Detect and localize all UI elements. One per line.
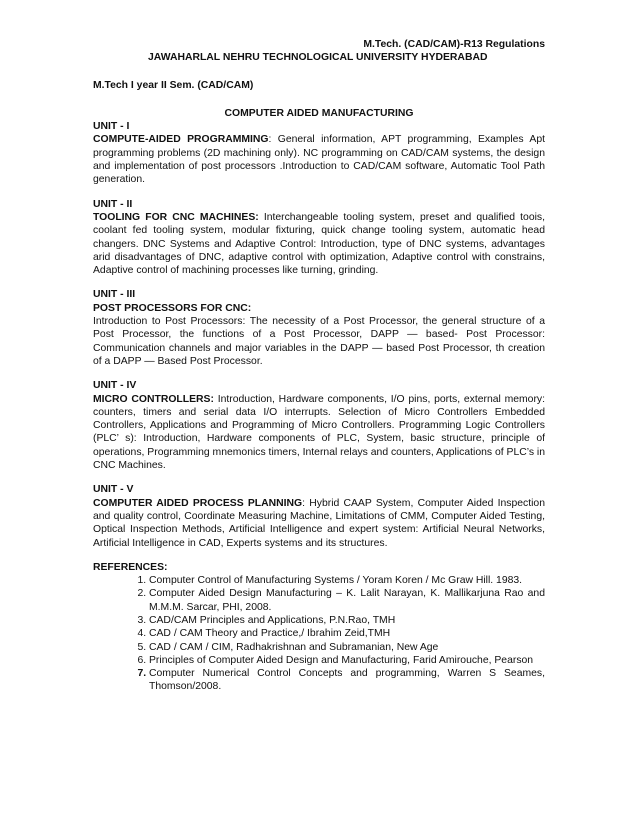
topic-separator: :: [302, 497, 310, 509]
unit-topic: TOOLING FOR CNC MACHINES:: [93, 211, 259, 223]
syllabus-page: [93, 38, 545, 694]
unit-description: Hybrid CAAP System, Computer Aided Inspection and quality control, Coordinate Measuring Machine, Limitations of CMM, Computer Aided Testing, Optical Inspection Methods, Artificial Intelligence and expert system: Artificial Neural Networks, Artificial Intelligence in CAD, Experts systems and its structures.: [93, 497, 545, 549]
unit-body: [93, 133, 545, 186]
references-list: [93, 574, 545, 694]
unit-body: [93, 497, 545, 550]
reference-item: 5. CAD / CAM / CIM, Radhakrishnan and Subramanian, New Age: [149, 641, 545, 654]
references-title: REFERENCES:: [93, 561, 168, 573]
subject-title: COMPUTER AIDED MANUFACTURING: [224, 107, 414, 119]
unit-label: UNIT - III: [93, 289, 136, 301]
reference-item: 3. CAD/CAM Principles and Applications, P.N.Rao, TMH: [149, 614, 545, 627]
unit-5: [93, 483, 545, 549]
reference-item: 7. Computer Numerical Control Concepts and programming, Warren S Seames, Thomson/2008.: [149, 667, 545, 694]
unit-topic: COMPUTE-AIDED PROGRAMMING: [93, 134, 269, 146]
unit-topic: COMPUTER AIDED PROCESS PLANNING: [93, 497, 303, 509]
reference-item: 4. CAD / CAM Theory and Practice,/ Ibrahim Zeid,TMH: [149, 627, 545, 640]
university-header: JAWAHARLAL NEHRU TECHNOLOGICAL UNIVERSITY HYDERABAD: [148, 52, 488, 64]
unit-label: UNIT - IV: [93, 380, 137, 392]
unit-3: [93, 288, 545, 368]
reference-item: 2. Computer Aided Design Manufacturing – K. Lalit Narayan, K. Mallikarjuna Rao and M.M.M. Sarcar, PHI, 2008.: [149, 587, 545, 614]
references-section: [93, 561, 545, 694]
unit-description: Introduction, Hardware components, I/O pins, ports, external memory: counters, timers and serial data I/O interrupts. Selection of Micro Controllers Embedded Controllers, Applications and Programming of Micro Controllers. Programming Logic Controllers (PLC’ s): Introduction, Hardware components of PLC, System, basic structure, principle of operations, Programming mnemonics timers, Internal relays and counters, Applications of PLC’s in CNC Machines.: [93, 393, 546, 472]
reference-item: 1. Computer Control of Manufacturing Systems / Yoram Koren / Mc Graw Hill. 1983.: [149, 574, 545, 587]
unit-topic: MICRO CONTROLLERS:: [93, 393, 214, 405]
unit-label: UNIT - II: [93, 198, 133, 210]
unit-description: General information, APT programming, Examples Apt programming problems (2D machining only). NC programming on CAD/CAM systems, the design and implementation of post processors .Introduction to CAD/CAM software, Automatic Tool Path generation.: [93, 134, 545, 186]
unit-4: [93, 379, 545, 472]
unit-label: UNIT - I: [93, 121, 130, 133]
semester-line: M.Tech I year II Sem. (CAD/CAM): [93, 79, 254, 91]
unit-topic: POST PROCESSORS FOR CNC:: [93, 302, 252, 314]
topic-separator: :: [268, 134, 278, 146]
unit-1: [93, 120, 545, 186]
reference-item: 6. Principles of Computer Aided Design and Manufacturing, Farid Amirouche, Pearson: [149, 654, 545, 667]
regulation-header: M.Tech. (CAD/CAM)-R13 Regulations: [363, 39, 545, 50]
unit-description: Introduction to Post Processors: The necessity of a Post Processor, the general structure of a Post Processor, the functions of a Post Processor, DAPP — based- Post Processor: Communication channels and major variables in the DAPP — based Post Processor, th creation of a DAPP — Based Post Processor.: [93, 316, 545, 367]
unit-2: [93, 198, 545, 278]
unit-description: Interchangeable tooling system, preset and qualified toois, coolant fed tooling system, modular fixturing, quick change tooling system, automatic head changers. DNC Systems and Adaptive Control: Introduction, type of DNC systems, advantages arid disadvantages of DNC, adaptive control with optimization, Adaptive control with constrains, Adaptive control of machining processes like turning, grinding.: [93, 211, 545, 277]
unit-label: UNIT - V: [93, 484, 134, 496]
unit-body: [93, 393, 545, 473]
unit-body: [93, 211, 545, 277]
